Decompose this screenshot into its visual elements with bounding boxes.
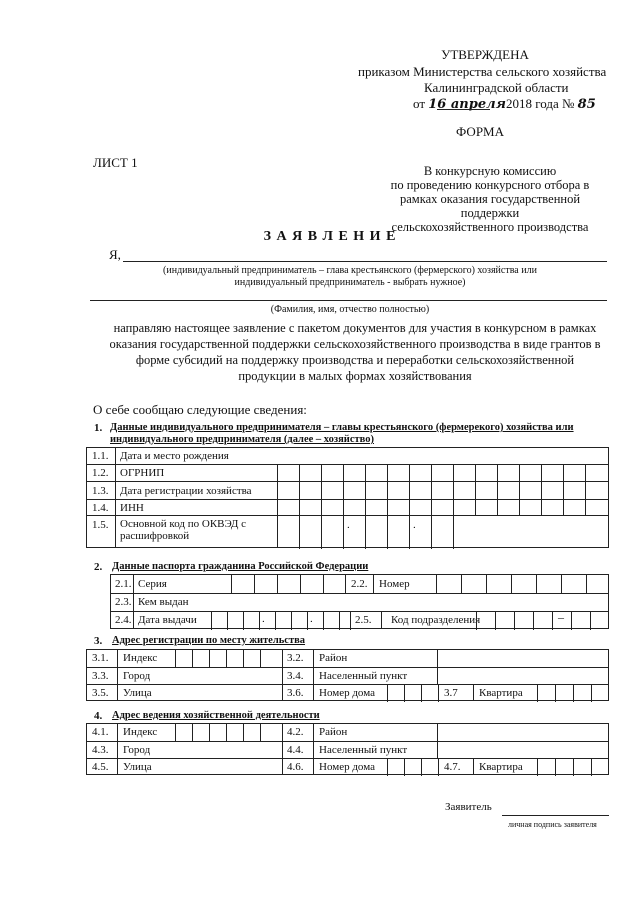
row-num: 4.7. (444, 761, 461, 773)
district-label: Район (319, 652, 348, 664)
row-num: 4.4. (287, 744, 304, 756)
section-4-number: 4. (94, 710, 103, 722)
addressee-line: сельскохозяйственного производства (391, 220, 589, 234)
row-num: 3.6. (287, 687, 304, 699)
okved-dot: . (347, 519, 350, 531)
passport-number-label: Номер (379, 578, 410, 590)
section-1-number: 1. (94, 422, 103, 434)
row-num: 4.3. (92, 744, 109, 756)
i-label: Я, (109, 247, 121, 262)
apartment-label: Квартира (479, 687, 523, 699)
signature-label: Заявитель (445, 801, 492, 813)
apartment-label: Квартира (479, 761, 523, 773)
row-num: 4.6. (287, 761, 304, 773)
street-label: Улица (123, 761, 152, 773)
section-2-table (110, 574, 609, 629)
apartment-field[interactable] (537, 684, 608, 702)
address-right-cells[interactable] (437, 650, 608, 684)
passport-date-label: Дата выдачи (138, 614, 197, 626)
row-num: 2.4. (115, 614, 132, 626)
row-num: 2.5. (355, 614, 372, 626)
section-3-title: Адрес регистрации по месту жительства (112, 635, 306, 646)
row-num: 2.1. (115, 578, 132, 590)
okved-label-line: Основной код по ОКВЭД с (120, 518, 246, 530)
row-num: 3.1. (92, 652, 109, 664)
date-dot: . (262, 613, 265, 625)
address-right-cells[interactable] (437, 724, 608, 758)
addressee-block (370, 164, 610, 234)
approval-date-handwritten: 16 апреля (428, 97, 506, 112)
form-label: ФОРМА (456, 124, 504, 139)
row-num: 4.2. (287, 726, 304, 738)
signature-line[interactable] (502, 815, 609, 816)
section-2-number: 2. (94, 561, 103, 573)
section-3-number: 3. (94, 635, 103, 647)
body-text-line: продукции в малых формах хозяйствования (238, 369, 472, 383)
addressee-line: рамках оказания государственной поддержки (399, 192, 581, 220)
section-2-title: Данные паспорта гражданина Российской Федерации (112, 561, 369, 572)
city-label: Город (123, 670, 151, 682)
body-text (85, 320, 625, 384)
okved-dot: . (413, 519, 416, 531)
okved-field[interactable] (277, 515, 608, 549)
signature-hint: личная подпись заявителя (508, 820, 597, 829)
settlement-label: Населенный пункт (319, 744, 408, 756)
row-label-birth: Дата и место рождения (120, 450, 229, 462)
row-num: 3.4. (287, 670, 304, 682)
passport-issuer-label: Кем выдан (138, 596, 189, 608)
section-1-table (86, 447, 609, 548)
subdivision-code-label: Код подразделения (391, 614, 481, 626)
row-num: 1.2. (92, 467, 109, 479)
approval-date-prefix: от (413, 96, 426, 111)
passport-date-field[interactable] (211, 611, 351, 630)
intro-text: О себе сообщаю следующие сведения: (93, 402, 307, 417)
row-num: 2.3. (115, 596, 132, 608)
body-text-line: оказания государственной поддержки сельскохозяйственного производства в виде грантов в (109, 337, 601, 351)
settlement-label: Населенный пункт (319, 670, 408, 682)
row-num: 4.1. (92, 726, 109, 738)
row-label-inn: ИНН (120, 502, 144, 514)
approval-number-handwritten: 85 (577, 97, 596, 112)
index-label: Индекс (123, 652, 158, 664)
row-num: 1.1. (92, 450, 109, 462)
approval-date-underline (437, 109, 490, 110)
approval-date-year: 2018 года № (505, 96, 575, 111)
row-num: 2.2. (351, 578, 368, 590)
passport-series-field[interactable] (231, 575, 346, 593)
row-num: 1.5. (92, 519, 109, 531)
document-heading: З А Я В Л Е Н И Е (263, 229, 397, 244)
index-field[interactable] (175, 724, 282, 741)
house-label: Номер дома (319, 761, 375, 773)
approval-title: УТВЕРЖДЕНА (441, 47, 529, 62)
house-label: Номер дома (319, 687, 375, 699)
approval-line-1: приказом Министерства сельского хозяйства (358, 64, 607, 79)
row-num: 3.5. (92, 687, 109, 699)
passport-series-label: Серия (138, 578, 167, 590)
house-field[interactable] (387, 684, 439, 702)
index-field[interactable] (175, 650, 282, 667)
apartment-field[interactable] (537, 758, 608, 776)
date-dot: . (310, 613, 313, 625)
body-text-line: форме субсидий на поддержку производства и переработки сельскохозяйственной (135, 353, 575, 367)
subdivision-code-field[interactable]: – (476, 611, 608, 630)
section-3-table (86, 649, 609, 701)
approval-line-2: Калининградской области (424, 80, 569, 95)
passport-issuer-field[interactable] (211, 593, 608, 611)
body-text-line: направляю настоящее заявление с пакетом документов для участия в конкурсном в рамках (113, 321, 597, 335)
row-num: 3.2. (287, 652, 304, 664)
okved-label-line: расшифровкой (120, 530, 190, 542)
street-label: Улица (123, 687, 152, 699)
index-label: Индекс (123, 726, 158, 738)
row-num: 4.5. (92, 761, 109, 773)
row-label-reg-date: Дата регистрации хозяйства (120, 485, 252, 497)
passport-number-field[interactable] (436, 575, 608, 593)
applicant-hint (100, 265, 600, 289)
addressee-line: по проведению конкурсного отбора в (390, 178, 590, 192)
row-num: 1.3. (92, 485, 109, 497)
city-label: Город (123, 744, 151, 756)
section-1-title: Данные индивидуального предпринимателя – главы крестьянского (фермерекого) хозяйства или (110, 422, 574, 433)
row-num: 3.7 (444, 687, 458, 699)
sheet-label: ЛИСТ 1 (93, 155, 138, 170)
fio-line[interactable] (90, 300, 607, 301)
section-4-title: Адрес ведения хозяйственной деятельности (112, 710, 320, 721)
section-1-subtitle: индивидуального предпринимателя (далее – хозяйство) (110, 434, 374, 445)
row-label-okved (120, 518, 246, 542)
row-num: 3.3. (92, 670, 109, 682)
digit-grid[interactable] (277, 464, 608, 515)
fio-hint: (Фамилия, имя, отчество полностью) (270, 304, 430, 315)
applicant-hint-line: индивидуальный предприниматель - выбрать нужное) (234, 277, 466, 288)
section-4-table (86, 723, 609, 775)
applicant-hint-line: (индивидуальный предприниматель – глава крестьянского (фермерского) хозяйства или (163, 265, 537, 276)
district-label: Район (319, 726, 348, 738)
birth-field[interactable] (277, 448, 608, 464)
addressee-line: В конкурсную комиссию (423, 164, 557, 178)
row-label-ogrnip: ОГРНИП (120, 467, 165, 479)
applicant-type-line[interactable] (123, 261, 607, 262)
row-num: 1.4. (92, 502, 109, 514)
house-field[interactable] (387, 758, 439, 776)
